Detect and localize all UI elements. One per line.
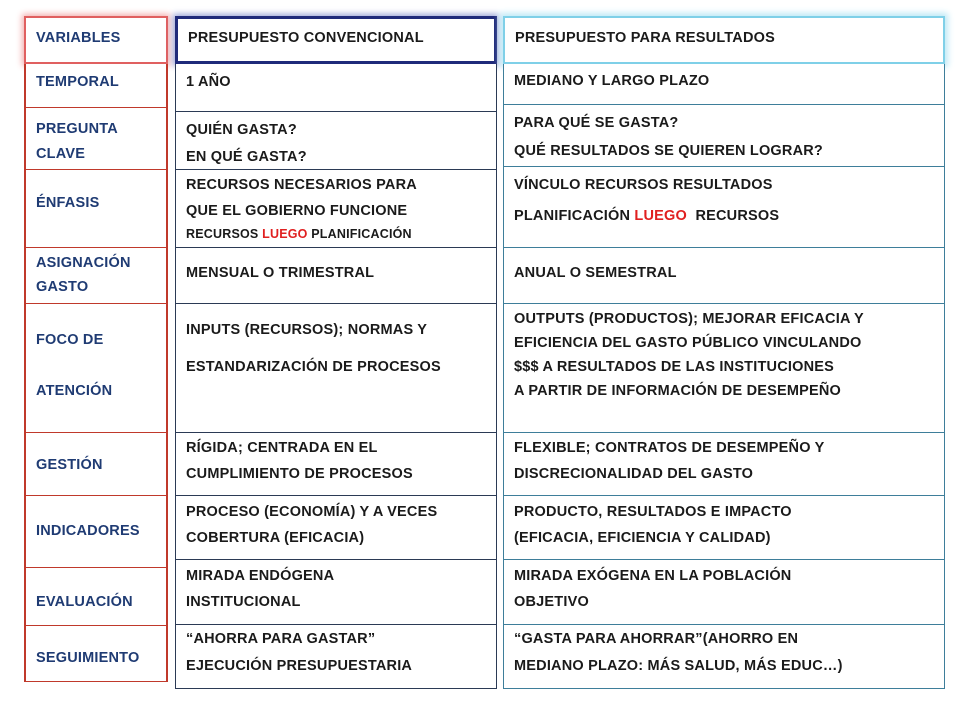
row-foco-variable [24,304,168,433]
highlight-word: LUEGO [634,208,687,224]
cell-text: PROCESO (ECONOMÍA) Y A VECES [186,504,438,520]
cell-text: 1 AÑO [186,74,231,90]
cell-text: “GASTA PARA AHORRAR”(AHORRO EN [514,631,799,647]
cell-text: QUÉ RESULTADOS SE QUIEREN LOGRAR? [514,143,823,159]
cell-text: A PARTIR DE INFORMACIÓN DE DESEMPEÑO [514,383,842,399]
cell-text: ANUAL O SEMESTRAL [514,265,677,281]
cell-text: MEDIANO Y LARGO PLAZO [514,73,710,89]
cell-text: (EFICACIA, EFICIENCIA Y CALIDAD) [514,530,771,546]
cell-text: DISCRECIONALIDAD DEL GASTO [514,466,754,482]
row-enfasis-conventional [175,170,497,248]
text-part: PLANIFICACIÓN [307,227,412,241]
variable-label: SEGUIMIENTO [36,650,140,666]
cell-text: EFICIENCIA DEL GASTO PÚBLICO VINCULANDO [514,335,862,351]
cell-text: RÍGIDA; CENTRADA EN EL [186,440,378,456]
variable-label: ASIGNACIÓN [36,255,131,271]
cell-text: MIRADA EXÓGENA EN LA POBLACIÓN [514,568,792,584]
row-indicadores-variable [24,496,168,568]
cell-text: “AHORRA PARA GASTAR” [186,631,376,647]
row-seguimiento-results [503,625,945,689]
variable-label: TEMPORAL [36,74,119,90]
row-asignacion-results [503,248,945,304]
text-part: PLANIFICACIÓN [514,208,635,224]
row-asignacion-variable [24,248,168,304]
cell-text: INSTITUCIONAL [186,594,301,610]
cell-text: PRODUCTO, RESULTADOS E IMPACTO [514,504,792,520]
cell-text: EN QUÉ GASTA? [186,149,307,165]
row-pregunta-conventional [175,112,497,170]
cell-text: PARA QUÉ SE GASTA? [514,115,679,131]
row-temporal-conventional [175,64,497,112]
variable-label: GASTO [36,279,89,295]
cell-text: OBJETIVO [514,594,589,610]
row-foco-conventional [175,304,497,433]
row-temporal-results [503,64,945,105]
cell-text: QUE EL GOBIERNO FUNCIONE [186,203,408,219]
cell-text: COBERTURA (EFICACIA) [186,530,365,546]
cell-text: QUIÉN GASTA? [186,122,297,138]
cell-text: RECURSOS NECESARIOS PARA [186,177,417,193]
row-indicadores-results [503,496,945,560]
text-part: RECURSOS [186,227,263,241]
variable-label: EVALUACIÓN [36,594,133,610]
cell-text: CUMPLIMIENTO DE PROCESOS [186,466,413,482]
cell-text: MIRADA ENDÓGENA [186,568,335,584]
cell-text: $$$ A RESULTADOS DE LAS INSTITUCIONES [514,359,834,375]
row-enfasis-variable [24,170,168,248]
header-results-label: PRESUPUESTO PARA RESULTADOS [515,30,775,46]
cell-text: INPUTS (RECURSOS); NORMAS Y [186,322,428,338]
row-indicadores-conventional [175,496,497,560]
variable-label: CLAVE [36,146,86,162]
cell-text: EJECUCIÓN PRESUPUESTARIA [186,658,413,674]
cell-text: VÍNCULO RECURSOS RESULTADOS [514,177,773,193]
cell-text: MEDIANO PLAZO: MÁS SALUD, MÁS EDUC…) [514,658,843,674]
variable-label: FOCO DE [36,332,104,348]
header-conventional-label: PRESUPUESTO CONVENCIONAL [188,30,424,46]
variable-label: PREGUNTA [36,121,118,137]
row-pregunta-variable [24,108,168,170]
highlight-word: LUEGO [262,227,308,241]
cell-text: ESTANDARIZACIÓN DE PROCESOS [186,359,441,375]
row-gestion-conventional [175,433,497,496]
cell-text: FLEXIBLE; CONTRATOS DE DESEMPEÑO Y [514,440,825,456]
row-temporal-variable [24,64,168,108]
row-asignacion-conventional [175,248,497,304]
row-enfasis-results [503,167,945,248]
variable-label: INDICADORES [36,523,140,539]
cell-text: MENSUAL O TRIMESTRAL [186,265,375,281]
header-conventional [175,16,497,64]
row-evaluacion-conventional [175,560,497,625]
cell-text: OUTPUTS (PRODUCTOS); MEJORAR EFICACIA Y [514,311,864,327]
row-pregunta-results [503,105,945,167]
row-foco-results [503,304,945,433]
row-seguimiento-conventional [175,625,497,689]
header-variables [24,16,168,64]
header-results [503,16,945,64]
variable-label: ÉNFASIS [36,195,100,211]
row-evaluacion-results [503,560,945,625]
row-gestion-results [503,433,945,496]
header-variables-label: VARIABLES [36,30,121,46]
variable-label: GESTIÓN [36,457,103,473]
row-seguimiento-variable [24,626,168,682]
cell-text-mixed [186,227,412,241]
text-part: RECURSOS [686,208,780,224]
row-evaluacion-variable [24,568,168,626]
variable-label: ATENCIÓN [36,383,113,399]
row-gestion-variable [24,433,168,496]
cell-text-mixed [514,208,779,224]
